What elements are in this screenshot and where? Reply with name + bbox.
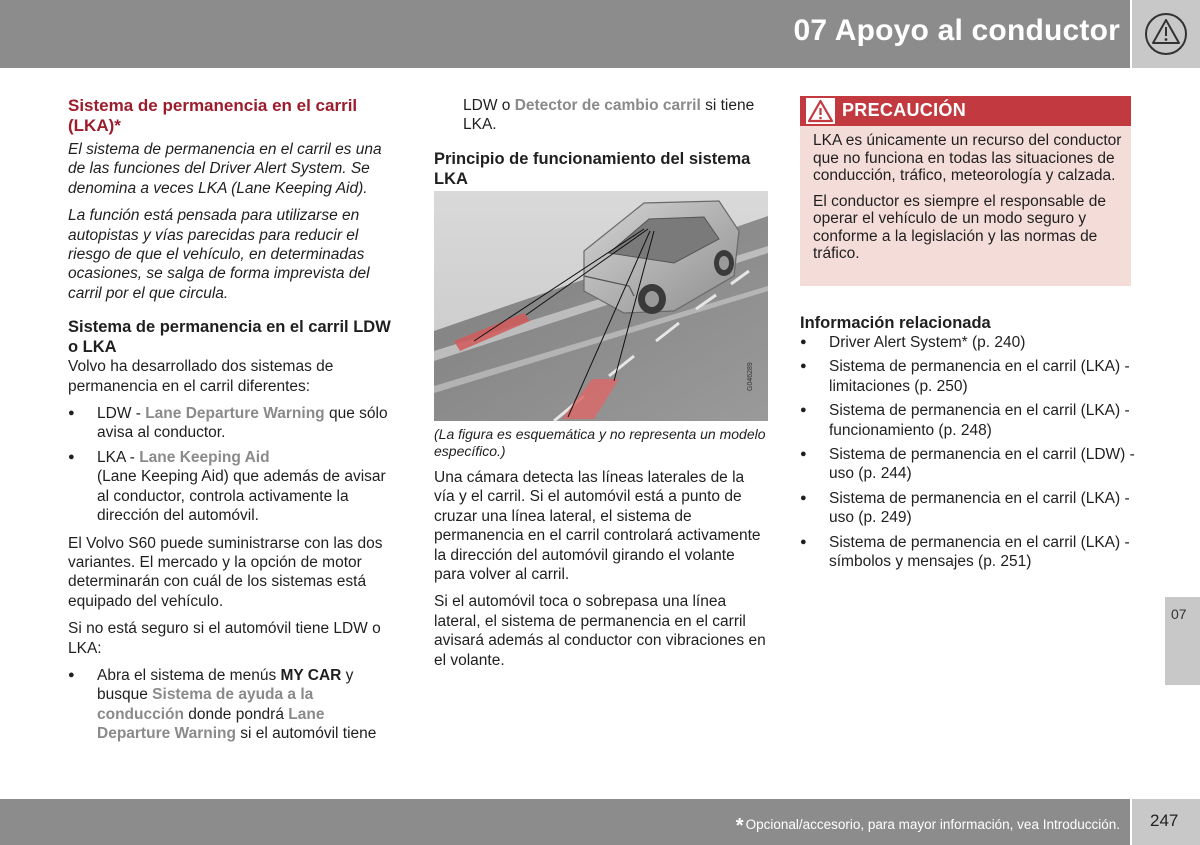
column-left [68, 96, 398, 752]
link-lane-departure-warning-2[interactable]: Lane Departure Warning [97, 705, 325, 743]
caution-box [800, 96, 1131, 286]
subheading-principio: Principio de funcionamiento del sistema LKA [434, 149, 751, 188]
system-list [68, 404, 398, 525]
caution-icon-box [806, 98, 835, 124]
footnote-star: * [735, 815, 744, 837]
chapter-side-tab[interactable] [1165, 597, 1200, 685]
figure-code: G046289 [747, 362, 754, 391]
link-sistema-ayuda[interactable]: Sistema de ayuda a la conducción [97, 686, 314, 723]
link-detector-cambio-carril[interactable]: Detector de cambio carril [514, 97, 701, 114]
chapter-tab-label: 07 [1171, 606, 1187, 622]
footnote-text: Opcional/accesorio, para mayor información, vea Introducción. [745, 817, 1120, 832]
page-number: 247 [1150, 811, 1179, 830]
page-number-box [1132, 799, 1200, 845]
paragraph-vibration: Si el automóvil toca o sobrepasa una línea lateral, el sistema de permanencia en el carril avisará además al conductor con vibraciones en el volante. [434, 593, 766, 669]
link-lane-departure-warning[interactable]: Lane Departure Warning [145, 405, 325, 423]
paragraph-unsure: Si no está seguro si el automóvil tiene LDW o LKA: [68, 620, 381, 657]
caution-paragraph-1: LKA es únicamente un recurso del conductor que no funciona en todas las situaciones de conducción, tráfico, meteorología y calzada. [813, 132, 1122, 184]
section-title: Sistema de permanencia en el carril (LKA)* [68, 96, 358, 135]
lka-illustration [434, 191, 768, 421]
column-middle-body [434, 468, 768, 678]
warning-icon [806, 98, 835, 124]
chapter-icon-box [1132, 0, 1200, 68]
list-item-lka: ● LKA - Lane Keeping Aid (Lane Keeping Aid) que además de avisar al conductor, controla activamente la dirección del automóvil. [68, 448, 398, 526]
related-list [800, 333, 1135, 571]
caution-body [813, 132, 1123, 271]
related-link[interactable]: ● Sistema de permanencia en el carril (LKA) - funcionamiento (p. 248) [800, 401, 1135, 440]
caution-title: PRECAUCIÓN [842, 100, 967, 120]
figure-caption: (La figura es esquemática y no representa un modelo específico.) [434, 426, 766, 459]
related-link[interactable]: ● Sistema de permanencia en el carril (LDW) - uso (p. 244) [800, 445, 1135, 484]
paragraph-camera: Una cámara detecta las líneas laterales de la vía y el carril. Si el automóvil está a punto de cruzar una línea lateral, el sistema de permanencia en el carril controlará activamente la dirección del automóvil girando el volante para volver al carril. [434, 469, 761, 584]
related-link[interactable]: ● Driver Alert System* (p. 240) [800, 333, 1135, 352]
intro-paragraph-2: La función está pensada para utilizarse en autopistas y vías parecidas para reducir el riesgo de que el vehículo, en determinadas ocasiones, se salga de forma imprevista del carril por el que circula. [68, 207, 370, 302]
footnote [736, 815, 1120, 838]
subheading-ldw-lka: Sistema de permanencia en el carril LDW o LKA [68, 318, 391, 357]
caution-header [800, 96, 1131, 126]
warning-triangle-icon [1143, 11, 1189, 57]
list-item-menu-instruction: ● Abra el sistema de menús MY CAR y busque Sistema de ayuda a la conducción donde pondrá Lane Departure Warning si el automóvil tiene [68, 666, 398, 744]
related-link[interactable]: ● Sistema de permanencia en el carril (LKA) - uso (p. 249) [800, 489, 1135, 528]
paragraph-two-systems: Volvo ha desarrollado dos sistemas de permanencia en el carril diferentes: [68, 358, 334, 395]
related-heading: Información relacionada [800, 314, 991, 332]
car-lane-diagram [434, 191, 768, 421]
continued-text: LDW o Detector de cambio carril si tiene LKA. [463, 97, 755, 134]
chapter-title: 07 Apoyo al conductor [793, 14, 1120, 47]
menu-name: MY CAR [280, 666, 342, 684]
caution-paragraph-2: El conductor es siempre el responsable de operar el vehículo de un modo seguro y conforme a la legislación y las normas de tráfico. [813, 192, 1106, 262]
related-link[interactable]: ● Sistema de permanencia en el carril (LKA) - limitaciones (p. 250) [800, 357, 1135, 396]
related-link[interactable]: ● Sistema de permanencia en el carril (LKA) - símbolos y mensajes (p. 251) [800, 533, 1135, 572]
related-info [800, 313, 1135, 579]
list-item-ldw: ● LDW - Lane Departure Warning que sólo avisa al conductor. [68, 404, 398, 443]
paragraph-variants: El Volvo S60 puede suministrarse con las dos variantes. El mercado y la opción de motor determinarán con cuál de los sistemas está equipado del vehículo. [68, 534, 383, 610]
link-lane-keeping-aid[interactable]: Lane Keeping Aid [139, 448, 270, 466]
column-middle [434, 96, 768, 189]
menu-instruction-list [68, 666, 398, 744]
intro-paragraph-1: El sistema de permanencia en el carril es una de las funciones del Driver Alert System. Se denomina a veces LKA (Lane Keeping Aid). [68, 141, 382, 197]
